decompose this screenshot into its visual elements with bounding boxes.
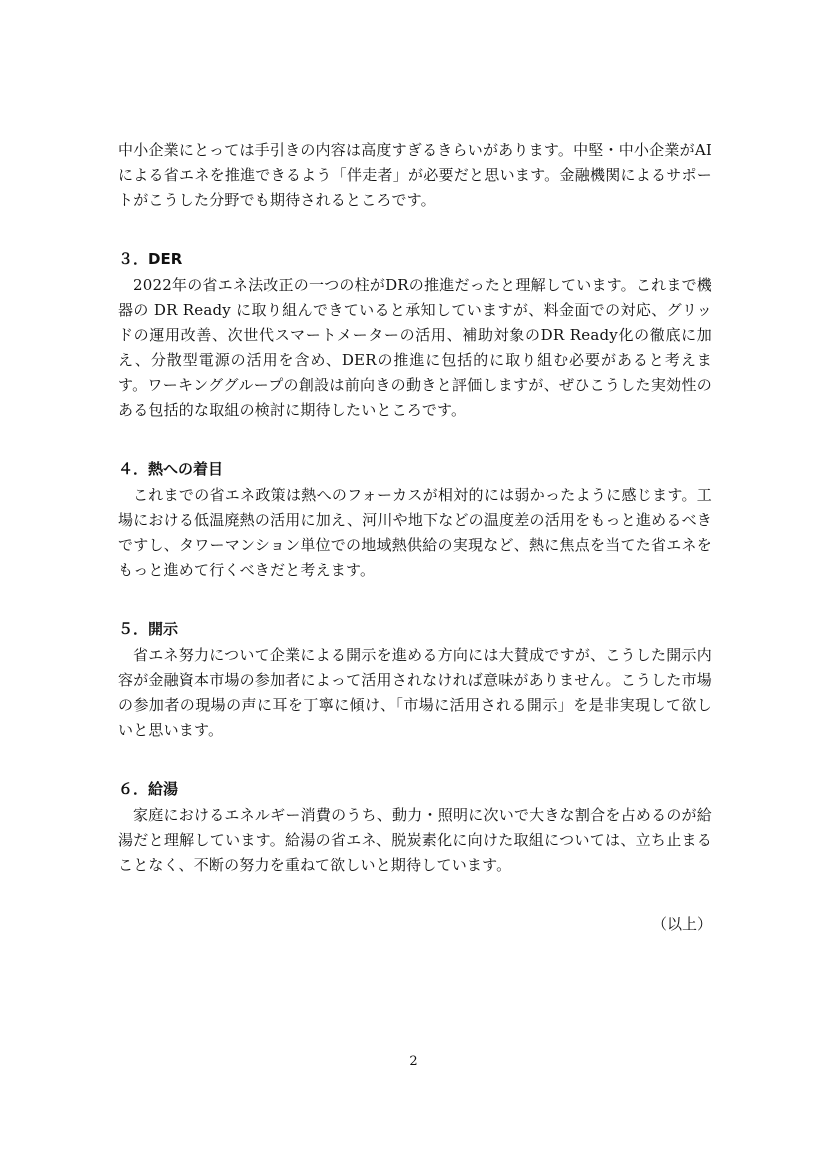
section-heat [118,457,712,583]
section-body-hot-water: 家庭におけるエネルギー消費のうち、動力・照明に次いで大きな割合を占めるのが給湯だと理解しています。給湯の省エネ、脱炭素化に向けた取組については、立ち止まることなく、不断の努力を重ねて欲しいと期待しています。 [118,806,712,874]
section-heading-heat: ４．熱への着目 [118,460,224,478]
page-number: 2 [409,1054,418,1069]
section-hot-water [118,777,712,878]
section-body-der: 2022年の省エネ法改正の一つの柱がDRの推進だったと理解しています。これまで機器の DR Ready に取り組んできていると承知していますが、料金面での対応、グリッドの運用改善、次世代スマートメーターの活用、補助対象のDR Ready化の徹底に加え、分散型電源の活用を含め、DERの推進に包括的に取り組む必要があると考えます。ワーキンググループの創設は前向きの動きと評価しますが、ぜひこうした実効性のある包括的な取組の検討に期待したいところです。 [118,276,712,419]
section-body-heat: これまでの省エネ政策は熱へのフォーカスが相対的には弱かったように感じます。工場における低温廃熱の活用に加え、河川や地下などの温度差の活用をもっと進めるべきですし、タワーマンション単位での地域熱供給の実現など、熱に焦点を当てた省エネをもっと進めて行くべきだと考えます。 [118,486,712,579]
document-body [118,138,712,878]
section-heading-disclosure: ５．開示 [118,620,179,638]
section-disclosure [118,617,712,743]
section-der [118,247,712,423]
section-heading-hot-water: ６．給湯 [118,780,179,798]
section-body-disclosure: 省エネ努力について企業による開示を進める方向には大賛成ですが、こうした開示内容が金融資本市場の参加者によって活用されなければ意味がありません。こうした市場の参加者の現場の声に耳を丁寧に傾け、「市場に活用される開示」を是非実現して欲しいと思います。 [118,646,712,739]
section-heading-der: ３．DER [118,250,183,268]
intro-paragraph: 中小企業にとっては手引きの内容は高度すぎるきらいがあります。中堅・中小企業がAIによる省エネを推進できるよう「伴走者」が必要だと思います。金融機関によるサポートがこうした分野でも期待されるところです。 [118,141,712,209]
closing-mark: （以上） [651,915,712,933]
